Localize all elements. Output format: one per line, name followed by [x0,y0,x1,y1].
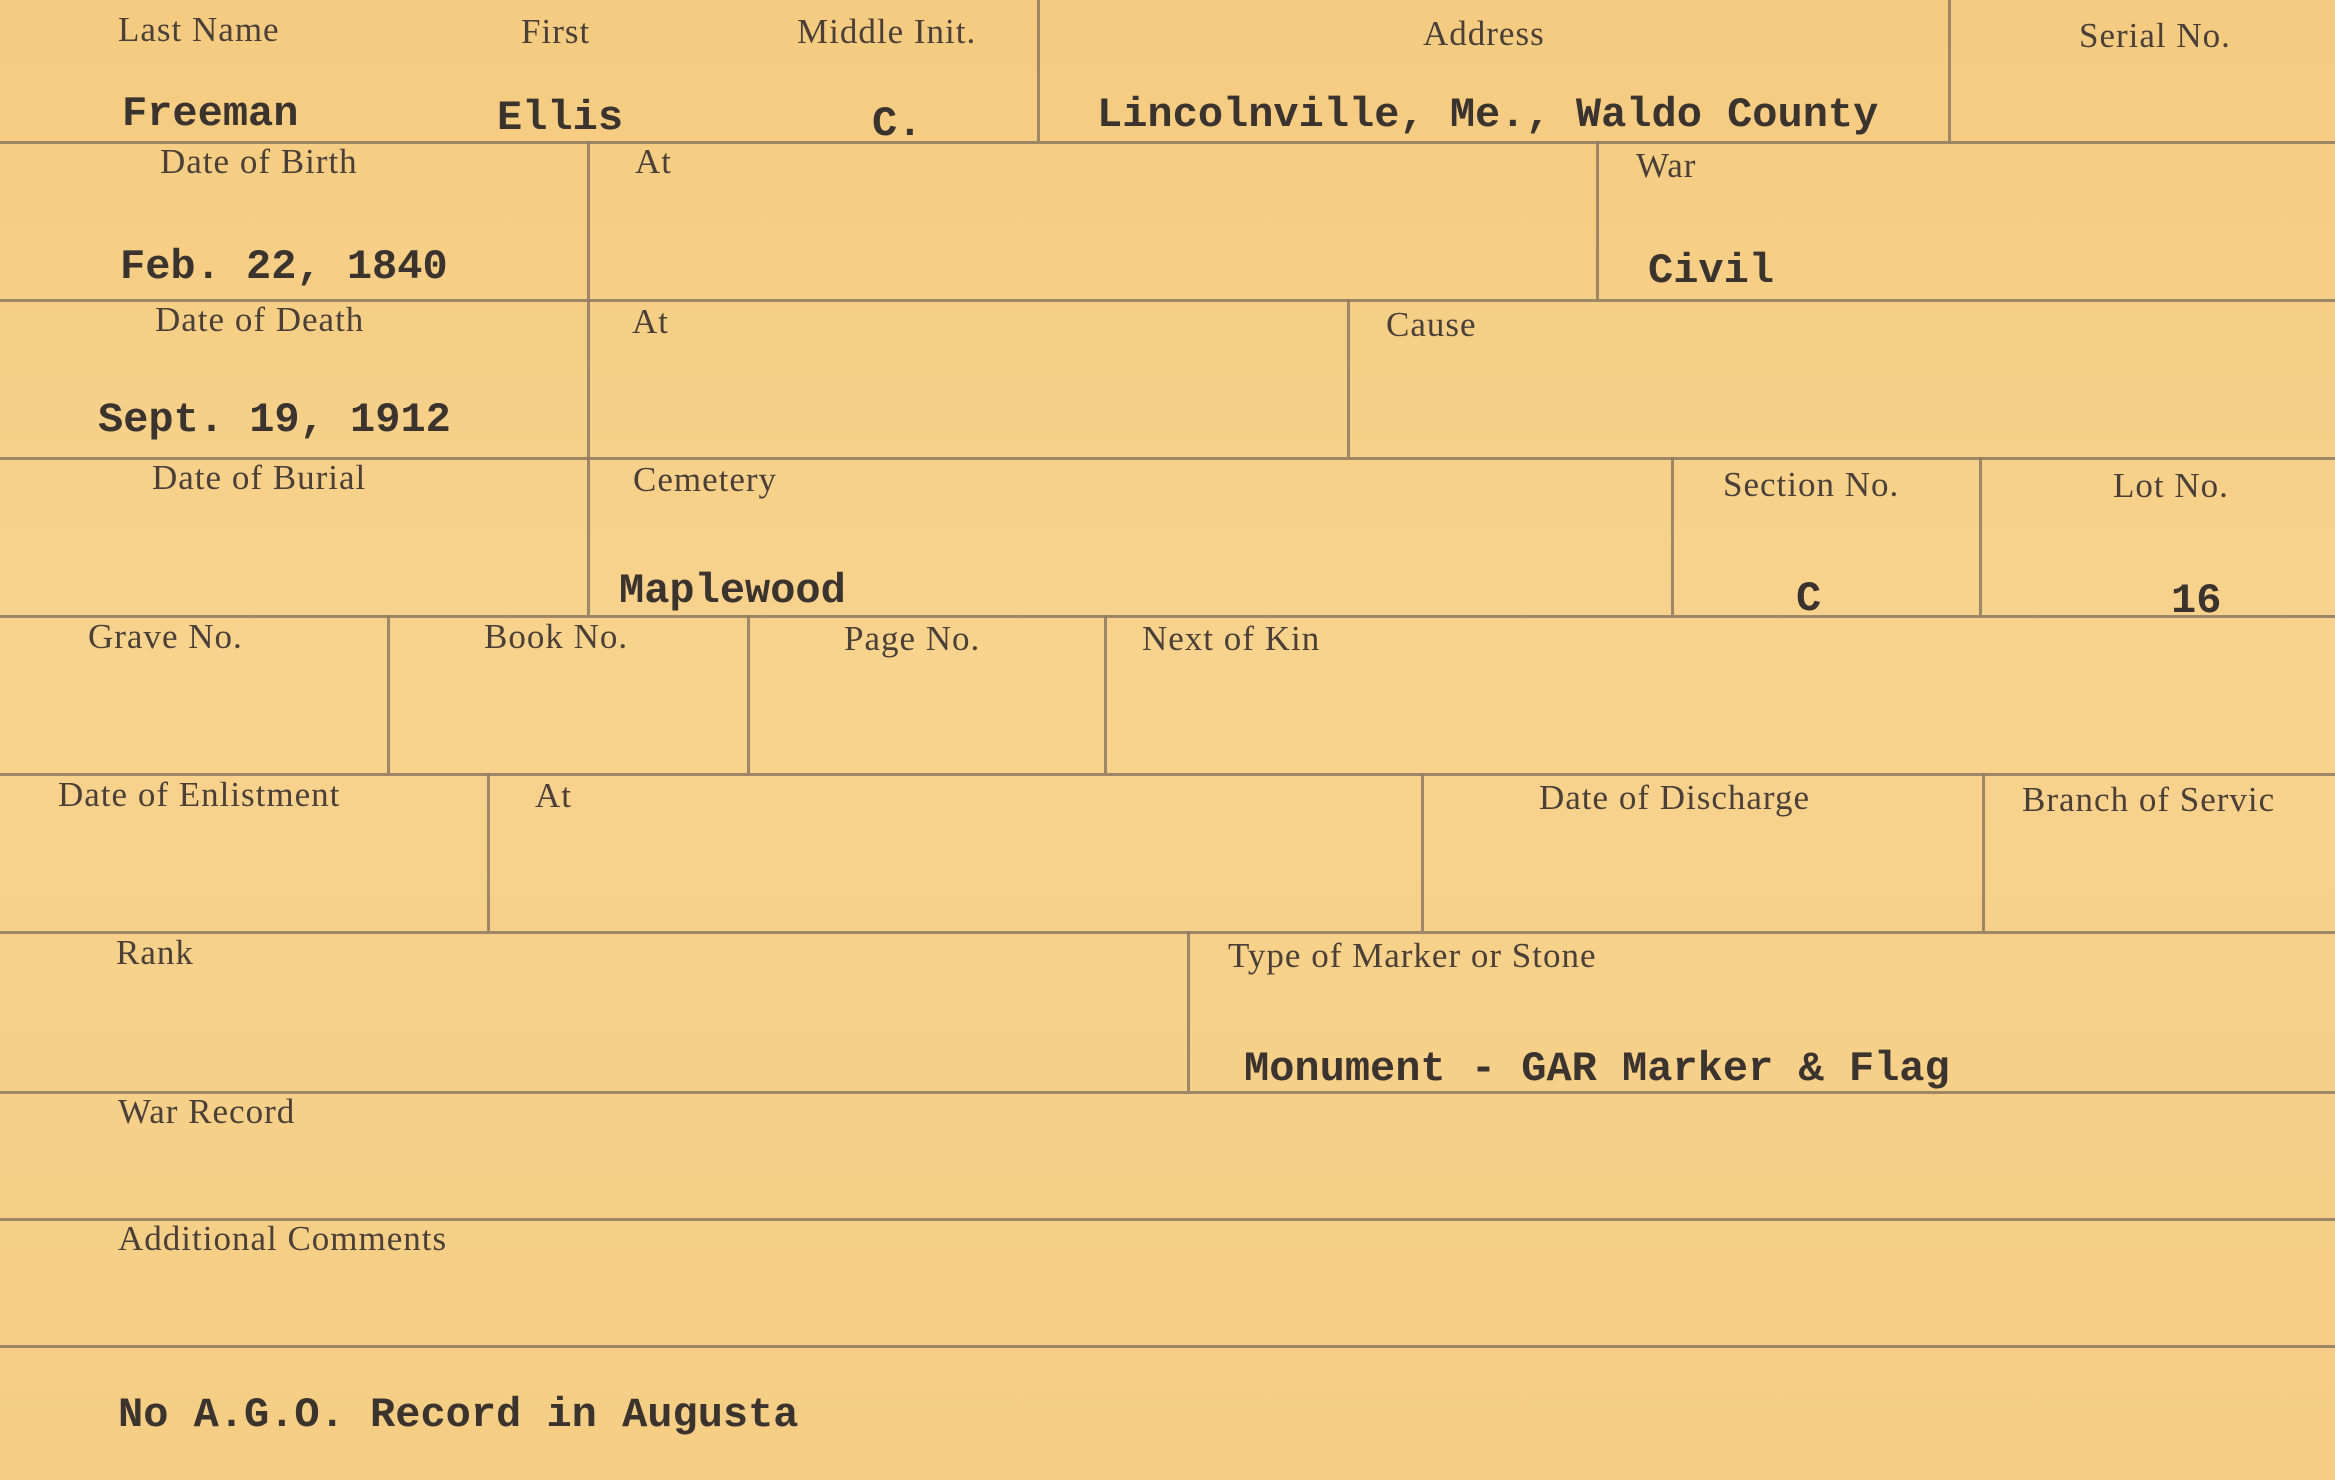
column-divider [1982,773,1985,931]
cemetery-label: Cemetery [633,460,778,499]
additional-comments-label: Additional Comments [118,1219,448,1258]
section-no-label: Section No. [1723,465,1900,504]
date-of-birth-label: Date of Birth [160,142,358,181]
date-of-burial-label: Date of Burial [152,458,367,497]
column-divider [1421,773,1424,931]
row-divider [0,1345,2335,1348]
column-divider [1347,299,1350,457]
row-divider [0,1091,2335,1094]
date-of-death-value: Sept. 19, 1912 [98,396,451,444]
cemetery-value: Maplewood [619,567,846,615]
column-divider [587,299,590,457]
date-of-birth-value: Feb. 22, 1840 [120,243,448,291]
column-divider [387,615,390,773]
middle-init-label: Middle Init. [797,12,977,51]
column-divider [1037,0,1040,141]
serial-no-label: Serial No. [2079,16,2231,55]
rank-label: Rank [116,933,194,972]
first-name-value: Ellis [497,94,624,142]
date-of-discharge-label: Date of Discharge [1539,778,1810,817]
page-no-label: Page No. [844,619,981,658]
last-name-value: Freeman [122,90,299,138]
address-value: Lincolnville, Me., Waldo County [1097,91,1879,139]
birth-place-label: At [635,142,672,181]
grave-no-label: Grave No. [88,617,243,656]
column-divider [747,615,750,773]
column-divider [1187,931,1190,1091]
lot-no-value: 16 [2171,577,2222,625]
column-divider [1596,141,1599,299]
date-of-death-label: Date of Death [155,300,365,339]
column-divider [1104,615,1107,773]
column-divider [1979,457,1982,615]
row-divider [0,615,2335,618]
lot-no-label: Lot No. [2113,466,2229,505]
death-place-label: At [632,302,669,341]
war-label: War [1636,146,1697,185]
first-name-label: First [521,12,591,51]
section-no-value: C [1796,575,1822,623]
column-divider [1671,457,1674,615]
cause-label: Cause [1386,305,1477,344]
marker-type-label: Type of Marker or Stone [1228,936,1597,975]
middle-init-value: C. [872,100,923,148]
war-value: Civil [1648,247,1775,295]
war-record-label: War Record [118,1092,296,1131]
enlistment-place-label: At [535,776,572,815]
last-name-label: Last Name [118,10,280,49]
column-divider [487,773,490,931]
branch-of-service-label: Branch of Servic [2022,780,2276,819]
marker-type-value: Monument - GAR Marker & Flag [1244,1045,1950,1093]
column-divider [587,141,590,299]
date-of-enlistment-label: Date of Enlistment [58,775,341,814]
next-of-kin-label: Next of Kin [1142,619,1321,658]
row-divider [0,931,2335,934]
additional-comments-value: No A.G.O. Record in Augusta [118,1391,799,1439]
column-divider [1948,0,1951,141]
column-divider [587,457,590,615]
book-no-label: Book No. [484,617,629,656]
address-label: Address [1423,14,1545,53]
